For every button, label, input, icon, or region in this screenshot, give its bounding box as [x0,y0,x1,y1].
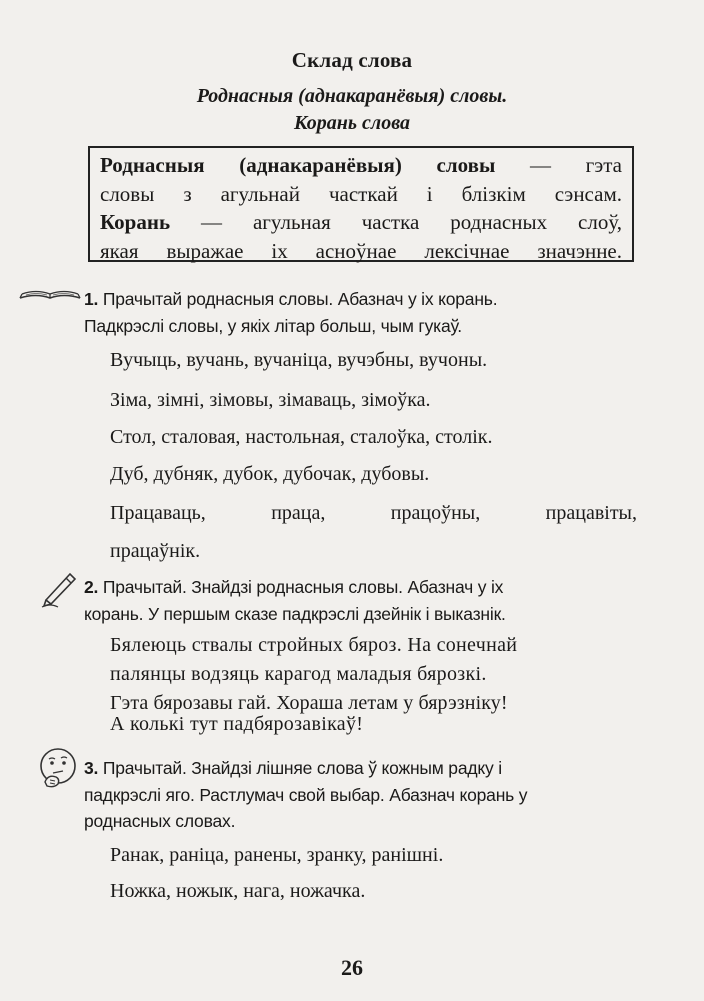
task-1-row-5-word-4: працавіты, [545,502,637,524]
task-3-instruction [84,755,640,835]
task-3-number: 3. [84,758,99,778]
task-2-text-line-2: палянцы водзяць карагод маладыя бярозкі. [110,663,487,685]
thinking-face-icon [36,746,82,795]
pen-icon [40,570,80,613]
task-1-row-1: Вучыць, вучань, вучаніца, вучэбны, вучоны. [110,349,488,371]
book-icon [18,283,82,308]
page-title: Склад слова [291,48,413,72]
task-3-line-3: роднасных словах. [84,811,236,831]
topic-subtitle: Роднасныя (аднакаранёвыя) словы. [196,85,508,107]
rule-line-4: якая выражае іх асноўнае лексічнае значэнне. [100,238,622,263]
task-2-text-line-4: А колькі тут падбярозавікаў! [110,713,364,735]
task-3-row-2: Ножка, ножык, нага, ножачка. [110,880,366,902]
task-1-instruction [84,286,640,339]
rule-line-1 [100,151,622,180]
task-2-number: 2. [84,577,99,597]
task-2-instruction [84,574,640,627]
task-1-line-2: Падкрэслі словы, у якіх літар больш, чым гукаў. [84,315,462,336]
rule-line-3-rest: — агульная частка роднасных слоў, [170,210,622,234]
topic-subtitle-2: Корань слова [294,112,410,134]
rule-term-root: Корань [100,210,171,234]
rule-line-3 [100,208,622,237]
task-1-row-5-word-1: Працаваць, [110,502,206,524]
task-2-text-line-1: Бялеюць ствалы стройных бяроз. На сонечнай [110,634,518,656]
rule-line-1-rest: — гэта [495,153,622,177]
task-1-line-1: Прачытай роднасныя словы. Абазнач у іх корань. [98,289,498,309]
task-3-line-1: Прачытай. Знайдзі лішняе слова ў кожным радку і [98,758,502,778]
task-1-row-2: Зіма, зімні, зімовы, зімаваць, зімоўка. [110,389,431,411]
task-3-row-1: Ранак, раніца, ранены, зранку, ранішні. [110,844,444,866]
task-2-text-line-3: Гэта бярозавы гай. Хораша летам у бярэзніку! [110,692,508,714]
task-1-row-3: Стол, сталовая, настольная, сталоўка, столік. [110,426,493,448]
rule-term-related-words: Роднасныя (аднакаранёвыя) словы [100,153,496,177]
task-1-row-6: працаўнік. [110,540,201,562]
task-2-line-1: Прачытай. Знайдзі роднасныя словы. Абазнач у іх [98,577,504,597]
task-3-line-2: падкрэслі яго. Растлумач свой выбар. Абазнач корань у [84,784,528,805]
task-2-line-2: корань. У першым сказе падкрэслі дзейнік і выказнік. [84,603,506,624]
page-number: 26 [341,955,363,980]
rule-box [88,146,634,262]
task-1-row-5-word-2: праца, [271,502,326,524]
task-1-row-4: Дуб, дубняк, дубок, дубочак, дубовы. [110,463,430,485]
rule-line-2: словы з агульнай часткай і блізкім сэнсам. [100,181,622,206]
task-1-number: 1. [84,289,99,309]
task-1-row-5-word-3: працоўны, [390,502,481,524]
task-1-row-5 [110,502,640,525]
